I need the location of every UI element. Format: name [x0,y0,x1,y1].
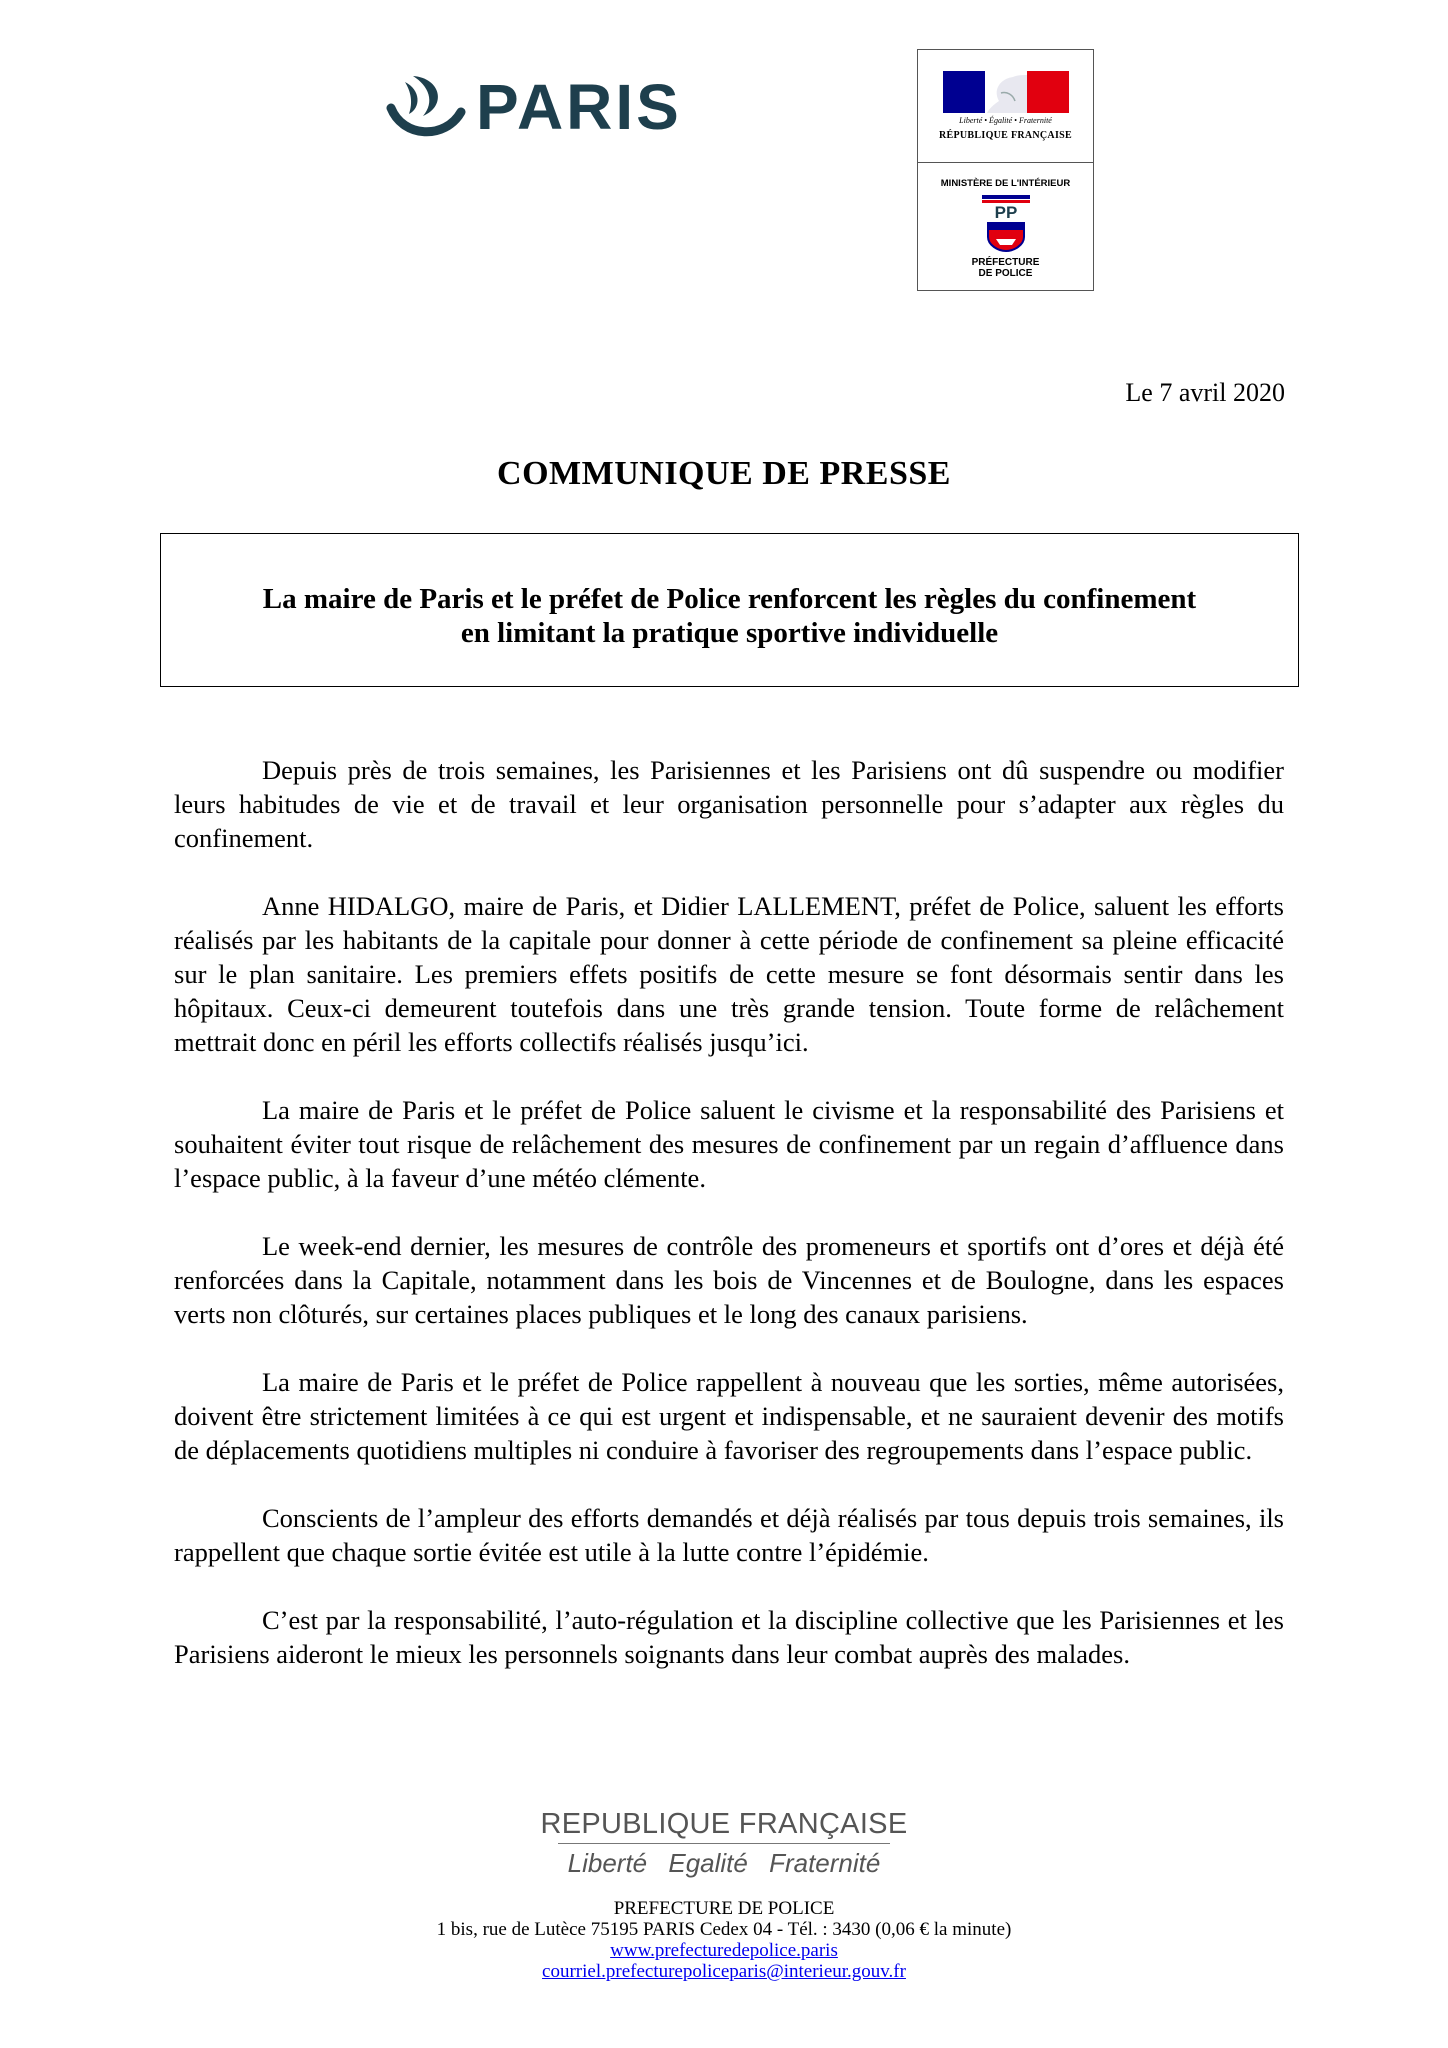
headline-box [160,533,1299,687]
government-logo-box [917,49,1094,291]
footer-address-block [0,1898,1448,1982]
paragraph: Le week-end dernier, les mesures de contrôle des promeneurs et sportifs ont d’ores et déjà été renforcées dans la Capitale, notamment dans les bois de Vincennes et de Boulogne, dans les espaces verts non clôturés, sur certaines places publiques et le long des canaux parisiens. [174,1231,1284,1329]
paragraph: La maire de Paris et le préfet de Police rappellent à nouveau que les sorties, même autorisées, doivent être strictement limitées à ce qui est urgent et indispensable, et ne sauraient devenir des motifs de déplacements quotidiens multiples ni conduire à favoriser des regroupements dans l’espace public. [174,1367,1284,1465]
email-link[interactable]: courriel.prefecturepoliceparis@interieur.gouv.fr [542,1961,906,1982]
website-link[interactable]: www.prefecturedepolice.paris [610,1940,838,1961]
paris-logo [383,68,682,146]
footer-org: PREFECTURE DE POLICE [613,1898,835,1919]
paragraph: C’est par la responsabilité, l’auto-régulation et la discipline collective que les Parisiennes et les Parisiens aideront le mieux les personnels soignants dans leur combat auprès des malades. [174,1605,1284,1669]
page-title: COMMUNIQUE DE PRESSE [497,455,951,492]
prefecture-emblem-icon [980,193,1032,253]
paragraph: Conscients de l’ampleur des efforts demandés et déjà réalisés par tous depuis trois semaines, ils rappellent que chaque sortie évitée est utile à la lutte contre l’épidémie. [174,1503,1284,1567]
document-date: Le 7 avril 2020 [1125,378,1285,407]
footer-address: 1 bis, rue de Lutèce 75195 PARIS Cedex 04 - Tél. : 3430 (0,06 € la minute) [436,1919,1012,1940]
emblem-letters: PP [994,203,1018,222]
footer-republic: REPUBLIQUE FRANÇAISE [540,1808,908,1840]
gov-name: RÉPUBLIQUE FRANÇAISE [939,130,1072,141]
footer-motto: Liberté Egalité Fraternité [567,1848,881,1878]
paragraph: La maire de Paris et le préfet de Police saluent le civisme et la responsabilité des Parisiens et souhaitent éviter tout risque de relâchement des mesures de confinement par un regain d’affluence dans l’espace public, à la faveur d’une météo clémente. [174,1095,1284,1193]
footer-rule [558,1843,890,1844]
gov-motto: Liberté • Égalité • Fraternité [959,116,1052,125]
headline [161,582,1298,650]
prefecture-label-line2: DE POLICE [978,268,1033,279]
marianne-flag-icon [943,71,1069,113]
divider [918,162,1093,163]
paragraph: Anne HIDALGO, maire de Paris, et Didier LALLEMENT, préfet de Police, saluent les efforts réalisés par les habitants de la capitale pour donner à cette période de confinement sa pleine efficacité sur le plan sanitaire. Les premiers effets positifs de cette mesure se font désormais sentir dans les hôpitaux. Ceux-ci demeurent toutefois dans une très grande tension. Toute forme de relâchement mettrait donc en péril les efforts collectifs réalisés jusqu’ici. [174,891,1284,1057]
body-text [174,753,1284,1705]
headline-line: en limitant la pratique sportive individuelle [460,617,999,649]
headline-line: La maire de Paris et le préfet de Police renforcent les règles du confinement [262,583,1197,615]
paris-boat-icon [383,68,468,146]
footer-republic-block [0,1808,1448,1879]
paragraph: Depuis près de trois semaines, les Parisiennes et les Parisiens ont dû suspendre ou modifier leurs habitudes de vie et de travail et leur organisation personnelle pour s’adapter aux règles du confinement. [174,755,1284,853]
prefecture-label-line1: PRÉFECTURE [971,257,1040,268]
prefecture-label [918,257,1093,279]
ministry-label: MINISTÈRE DE L'INTÉRIEUR [940,178,1071,189]
paris-logo-text: PARIS [476,71,682,143]
